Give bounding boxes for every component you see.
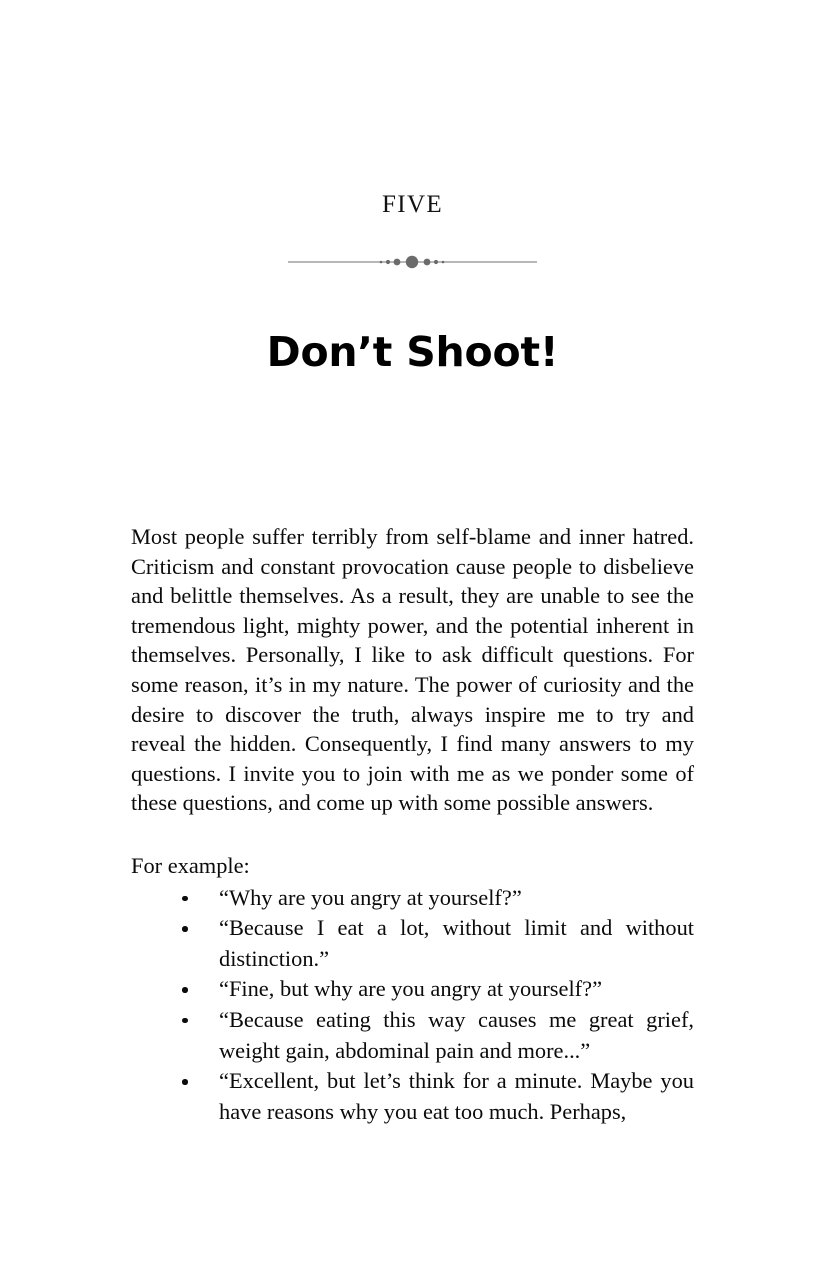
list-item-label: “Because eating this way causes me great grief, weight gain, abdominal pain and more...” — [219, 1006, 694, 1063]
list-item — [131, 913, 694, 974]
list-item-label: “Because I eat a lot, without limit and without distinction.” — [219, 915, 694, 971]
list-item — [131, 883, 694, 914]
bullet-dot-icon — [182, 896, 188, 902]
ornamental-divider — [288, 254, 537, 270]
bullet-dot-icon — [182, 926, 188, 932]
chapter-number-label: FIVE — [381, 191, 444, 218]
body-text-block — [131, 522, 694, 1127]
list-item-label: “Why are you angry at yourself?” — [219, 884, 522, 910]
list-item — [131, 1066, 694, 1127]
list-item — [131, 974, 694, 1005]
bullet-dot-icon — [182, 987, 188, 993]
chapter-title: Don’t Shoot! — [266, 328, 559, 377]
body-paragraph: Most people suffer terribly from self-blame and inner hatred. Criticism and constant provocation cause people to disbelieve and belittle themselves. As a result, they are unable to see the tremendous light, mighty power, and the potential inherent in themselves. Personally, I like to ask difficult questions. For some reason, it’s in my nature. The power of curiosity and the desire to discover the truth, always inspire me to try and reveal the hidden. Consequently, I find many answers to my questions. I invite you to join with me as we ponder some of these questions, and come up with some possible answers. — [131, 524, 694, 816]
question-answer-list — [131, 883, 694, 1128]
bullet-dot-icon — [182, 1018, 188, 1024]
bullet-dot-icon — [182, 1079, 188, 1085]
list-item-label: “Excellent, but let’s think for a minute. Maybe you have reasons why you eat too much. Perhaps, — [219, 1068, 694, 1124]
example-lead-in: For example: — [131, 852, 250, 878]
list-item-label: “Fine, but why are you angry at yourself?” — [219, 976, 603, 1002]
ornamental-divider-graphic — [288, 254, 537, 270]
list-item — [131, 1005, 694, 1066]
